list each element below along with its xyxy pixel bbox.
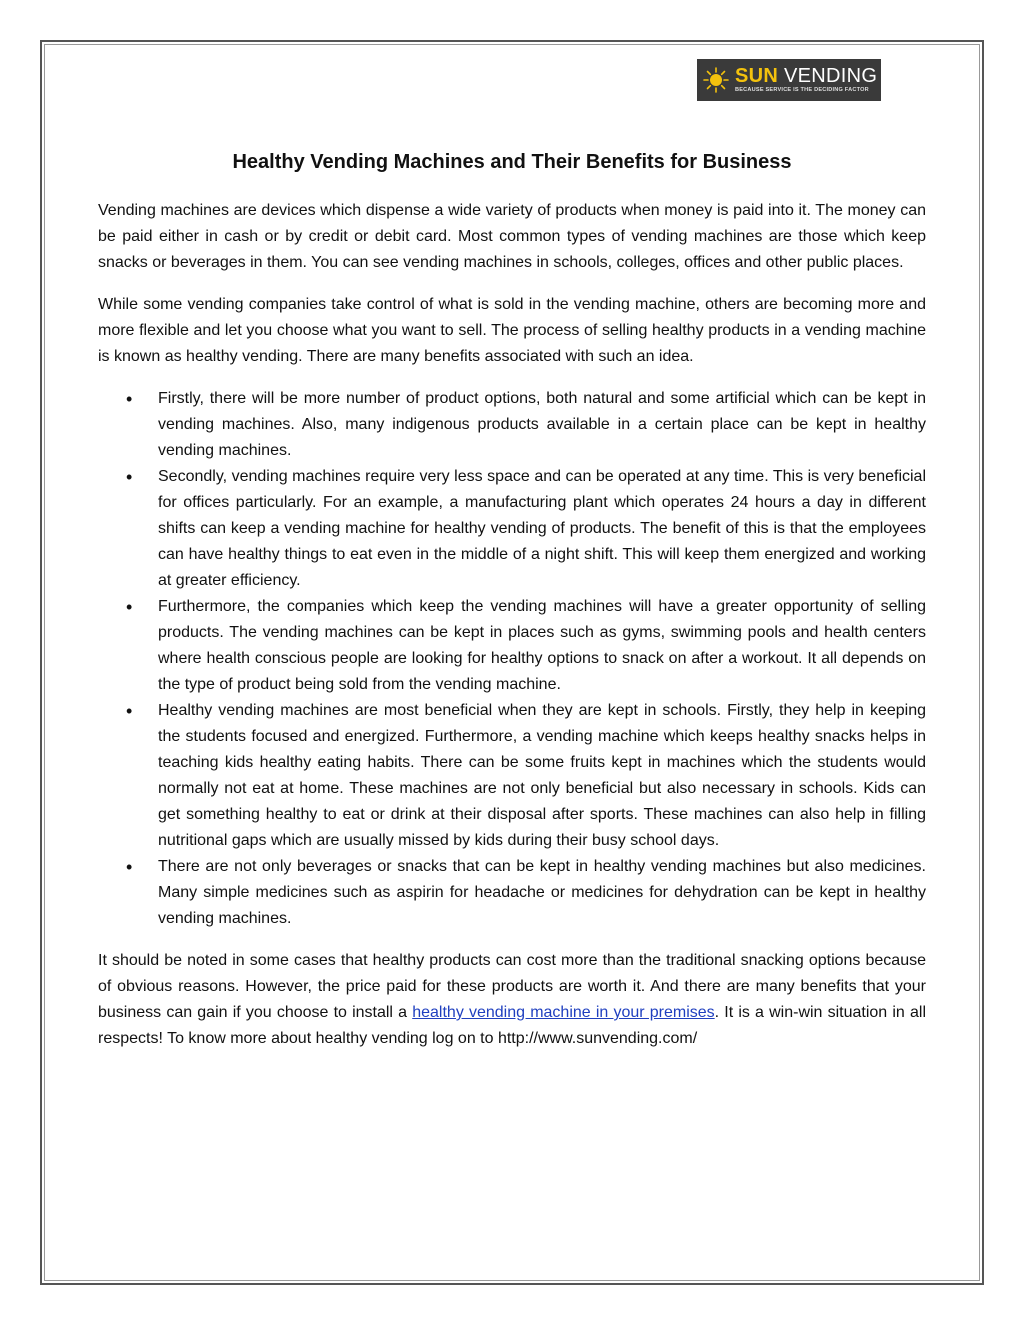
list-item: • Firstly, there will be more number of product options, both natural and some artificial which can be kept in vending machines. Also, many indigenous products available in a certain place can be kept in healthy vending machines. (98, 386, 926, 464)
sun-vending-logo (697, 59, 881, 101)
sun-icon (703, 67, 729, 93)
list-item: • Healthy vending machines are most beneficial when they are kept in schools. Firstly, they help in keeping the students focused and energized. Furthermore, a vending machine which keeps healthy snacks helps in teaching kids healthy eating habits. There can be some fruits kept in machines which the students would normally not eat at home. These machines are not only beneficial but also necessary in schools. Kids can get something healthy to eat or drink at their disposal after sports. These machines can also help in filling nutritional gaps which are usually missed by kids during their busy school days. (98, 698, 926, 854)
document-title: Healthy Vending Machines and Their Benefits for Business (232, 151, 792, 173)
logo-brand-sun: SUN (735, 65, 779, 88)
closing-text-start: It should be noted in some cases that healthy products can cost more than the traditional snacking options because of obvious reasons. However, the price paid for these products are worth it. And there are many benefits that your business can gain if you choose to install a (98, 952, 926, 1021)
logo-brand-vending: VENDING (784, 65, 878, 88)
list-item: • There are not only beverages or snacks that can be kept in healthy vending machines but also medicines. Many simple medicines such as aspirin for headache or medicines for dehydration can be kept in healthy vending machines. (98, 854, 926, 932)
healthy-vending-link[interactable]: healthy vending machine in your premises (412, 1004, 715, 1021)
list-item: • Secondly, vending machines require very less space and can be operated at any time. This is very beneficial for offices particularly. For an example, a manufacturing plant which operates 24 hours a day in different shifts can keep a vending machine for healthy vending of products. The benefit of this is that the employees can have healthy things to eat even in the middle of a night shift. This will keep them energized and working at greater efficiency. (98, 464, 926, 594)
logo-brand (735, 66, 877, 86)
closing-text-end: . It is a win-win situation in all respects! To know more about healthy vending log on to http://www.sunvending.com/ (98, 1004, 926, 1047)
intro-paragraph: Vending machines are devices which dispense a wide variety of products when money is paid into it. The money can be paid either in cash or by credit or debit card. Most common types of vending machines are those which keep snacks or beverages in them. You can see vending machines in schools, colleges, offices and other public places. (98, 202, 926, 271)
healthy-vending-paragraph: While some vending companies take control of what is sold in the vending machine, others are becoming more and more flexible and let you choose what you want to sell. The process of selling healthy products in a vending machine is known as healthy vending. There are many benefits associated with such an idea. (98, 296, 926, 365)
closing-paragraph (98, 948, 926, 1052)
benefits-list (98, 386, 926, 932)
document-body (98, 198, 926, 1068)
logo-tagline: BECAUSE SERVICE IS THE DECIDING FACTOR (735, 87, 869, 94)
list-item: • Furthermore, the companies which keep the vending machines will have a greater opportunity of selling products. The vending machines can be kept in places such as gyms, swimming pools and health centers where health conscious people are looking for healthy options to snack on after a workout. It all depends on the type of product being sold from the vending machine. (98, 594, 926, 698)
